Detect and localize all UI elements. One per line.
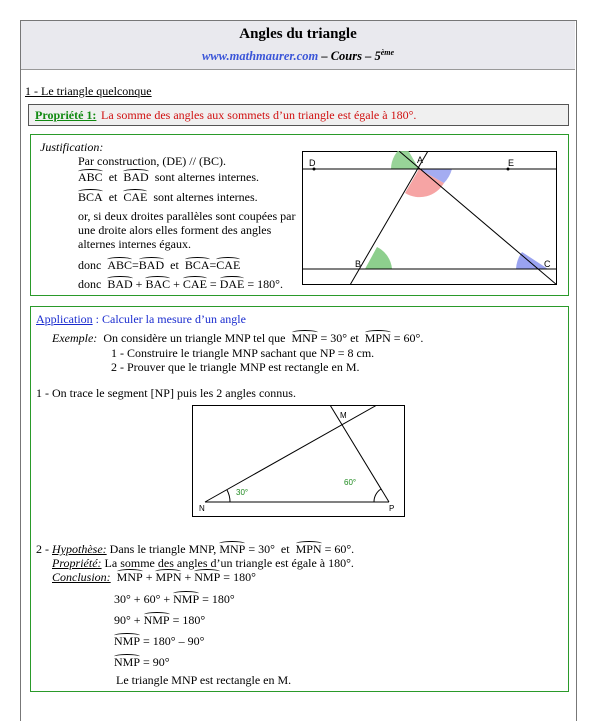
calc-line-3 bbox=[114, 613, 205, 628]
calc-value: = 180° – 90° bbox=[143, 634, 205, 648]
angle-mpn: MPN bbox=[295, 542, 322, 556]
angle-p-value: 60° bbox=[344, 478, 357, 487]
label-n: N bbox=[199, 504, 205, 513]
angle-bca: BCA bbox=[78, 190, 103, 204]
calc-value: = 90° bbox=[143, 655, 170, 669]
page-subtitle bbox=[21, 48, 575, 64]
property-box bbox=[28, 104, 569, 126]
triangle-mnp-figure bbox=[192, 405, 405, 517]
angle-abc: ABC bbox=[107, 258, 133, 272]
justif-line-alt2 bbox=[78, 190, 258, 205]
propriete-label: Propriété: bbox=[52, 556, 102, 570]
angle-mnp-value: = 30° bbox=[320, 331, 348, 345]
et-word: et bbox=[170, 258, 179, 272]
justif-line-or3: alternes internes égaux. bbox=[78, 237, 191, 251]
application-label: Application bbox=[36, 312, 93, 326]
et-word: et bbox=[280, 542, 290, 556]
angle-cae: CAE bbox=[216, 258, 241, 272]
angle-mnp: MNP bbox=[291, 331, 318, 345]
exemple-line: Exemple: On considère un triangle MNP tel que MNP = 30° et MPN = 60°. bbox=[52, 331, 424, 345]
hypothese-text: Dans le triangle MNP, bbox=[109, 542, 217, 556]
alt-text: sont alternes internes. bbox=[154, 170, 260, 184]
angle-cae: CAE bbox=[182, 277, 207, 291]
angle-mnp-value: = 30° bbox=[248, 542, 275, 556]
angle-cae: CAE bbox=[123, 190, 148, 204]
exemple-step1: 1 - Construire le triangle MNP sachant que NP = 8 cm. bbox=[111, 346, 375, 360]
justification-label: Justification: bbox=[40, 140, 104, 154]
angle-mnp: MNP bbox=[219, 542, 246, 556]
angle-mnp: MNP bbox=[116, 570, 143, 584]
angle-mpn: MPN bbox=[364, 331, 391, 345]
angle-bca: BCA bbox=[184, 258, 210, 272]
angle-dae: DAE bbox=[219, 277, 245, 291]
angle-nmp: NMP bbox=[143, 613, 170, 627]
donc-word: donc bbox=[78, 258, 102, 272]
final-conclusion: Le triangle MNP est rectangle en M. bbox=[116, 673, 292, 687]
calc-prefix: 90° + bbox=[114, 613, 141, 627]
course-grade-sup: ème bbox=[380, 48, 395, 57]
justif-line-construction: Par construction, (DE) // (BC). bbox=[78, 154, 226, 168]
application-heading bbox=[36, 312, 246, 327]
justif-line-alt1 bbox=[78, 170, 259, 185]
hypothese-line bbox=[36, 542, 354, 557]
label-m: M bbox=[340, 411, 347, 420]
site-link[interactable]: www.mathmaurer.com bbox=[201, 49, 319, 64]
property-label: Propriété 1: bbox=[35, 108, 97, 122]
parallel-lines-figure bbox=[302, 151, 557, 285]
page-header bbox=[21, 21, 575, 70]
label-b: B bbox=[355, 259, 362, 269]
calc-line-2 bbox=[114, 592, 235, 607]
angle-abc: ABC bbox=[78, 170, 103, 184]
angle-mpn-value: = 60°. bbox=[324, 542, 355, 556]
donc-word: donc bbox=[78, 277, 102, 291]
angle-nmp: NMP bbox=[114, 655, 141, 669]
et-word: et bbox=[108, 190, 118, 204]
section1-heading: 1 - Le triangle quelconque bbox=[25, 84, 152, 98]
property-text: La somme des angles aux sommets d’un triangle est égale à 180°. bbox=[101, 108, 417, 122]
calc-line-4 bbox=[114, 634, 204, 649]
justif-line-or2: une droite alors elles forment des angles bbox=[78, 223, 272, 237]
trace-line: 1 - On trace le segment [NP] puis les 2 angles connus. bbox=[36, 386, 296, 400]
angle-nmp: NMP bbox=[173, 592, 200, 606]
sum-value: 180° bbox=[233, 570, 256, 584]
propriete-text: La somme des angles d’un triangle est égale à 180°. bbox=[104, 556, 354, 570]
exemple-step2: 2 - Prouver que le triangle MNP est rectangle en M. bbox=[111, 360, 360, 374]
angle-bad: BAD bbox=[107, 277, 133, 291]
application-text: : Calculer la mesure d’un angle bbox=[92, 312, 246, 326]
hypothese-prefix: 2 - bbox=[36, 542, 52, 556]
conclusion-line: Conclusion: MNP + MPN + NMP = 180° bbox=[52, 570, 256, 584]
calc-prefix: 30° + 60° + bbox=[114, 592, 171, 606]
equals-sign: = bbox=[132, 258, 139, 272]
hypothese-label: Hypothèse: bbox=[52, 542, 107, 556]
calc-value: = 180° bbox=[172, 613, 206, 627]
angle-n-value: 30° bbox=[236, 488, 249, 497]
label-a: A bbox=[417, 155, 424, 165]
angle-bad: BAD bbox=[138, 258, 165, 272]
angle-nmp: NMP bbox=[194, 570, 221, 584]
alt-text: sont alternes internes. bbox=[153, 190, 258, 204]
angle-bad: BAD bbox=[123, 170, 149, 184]
angle-mpn-value: = 60°. bbox=[393, 331, 424, 345]
justif-line-or1: or, si deux droites parallèles sont coupées par bbox=[78, 209, 296, 223]
label-c: C bbox=[544, 259, 551, 269]
exemple-text: On considère un triangle MNP tel que bbox=[103, 331, 286, 345]
page-title: Angles du triangle bbox=[239, 26, 357, 42]
exemple-label: Exemple: bbox=[52, 331, 98, 345]
label-d: D bbox=[309, 158, 316, 168]
angle-nmp: NMP bbox=[114, 634, 141, 648]
justif-line-donc2: donc BAD + BAC + CAE = DAE = 180°. bbox=[78, 277, 283, 291]
label-e: E bbox=[508, 158, 515, 168]
et-word: et bbox=[108, 170, 118, 184]
angle-mpn: MPN bbox=[155, 570, 182, 584]
calc-value: = 180° bbox=[202, 592, 235, 606]
calc-line-5 bbox=[114, 655, 170, 670]
conclusion-label: Conclusion: bbox=[52, 570, 111, 584]
justif-line-donc1 bbox=[78, 258, 240, 273]
label-p: P bbox=[389, 504, 395, 513]
angle-bac: BAC bbox=[145, 277, 171, 291]
equals-sign: = bbox=[209, 258, 217, 272]
course-label: – Cours – 5 bbox=[318, 49, 381, 64]
sum-value: 180° bbox=[257, 277, 280, 291]
